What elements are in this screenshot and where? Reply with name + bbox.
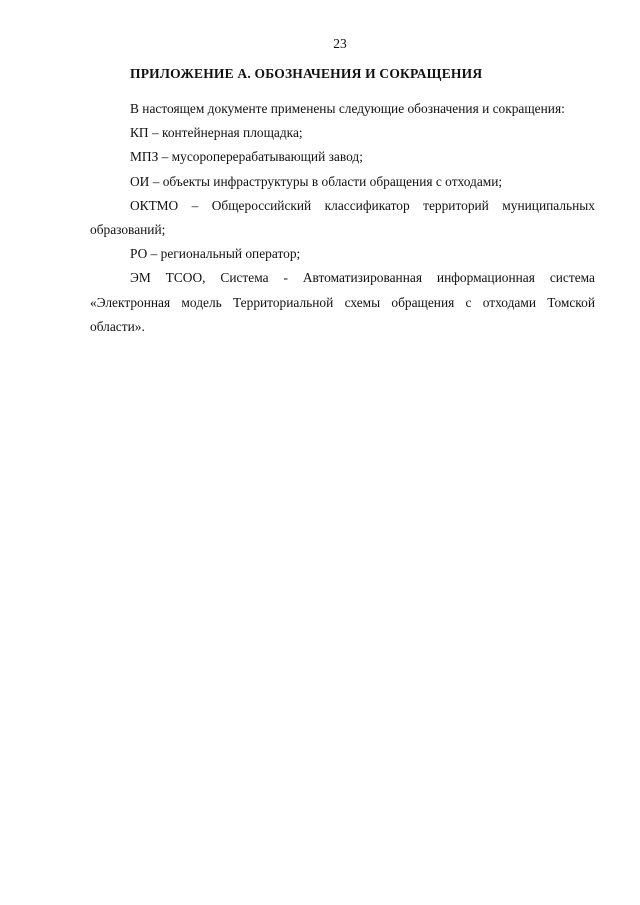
page-number: 23 <box>333 36 347 51</box>
abbreviation-oktmo: ОКТМО – Общероссийский классификатор территорий муниципальных образований; <box>90 197 595 238</box>
abbreviation-kp: КП – контейнерная площадка; <box>130 125 303 141</box>
abbreviation-oi: ОИ – объекты инфраструктуры в области обращения с отходами; <box>130 173 503 189</box>
document-body <box>90 97 595 339</box>
abbreviation-ro: РО – региональный оператор; <box>130 246 301 262</box>
appendix-heading: ПРИЛОЖЕНИЕ А. ОБОЗНАЧЕНИЯ И СОКРАЩЕНИЯ <box>130 66 483 81</box>
intro-paragraph: В настоящем документе применены следующие обозначения и сокращения: <box>130 101 565 116</box>
abbreviation-em-tsoo: ЭМ ТСОО, Система - Автоматизированная информационная система «Электронная модель Территориальной схемы обращения с отходами Томской области». <box>90 270 595 334</box>
abbreviation-mpz: МПЗ – мусороперерабатывающий завод; <box>130 149 363 165</box>
